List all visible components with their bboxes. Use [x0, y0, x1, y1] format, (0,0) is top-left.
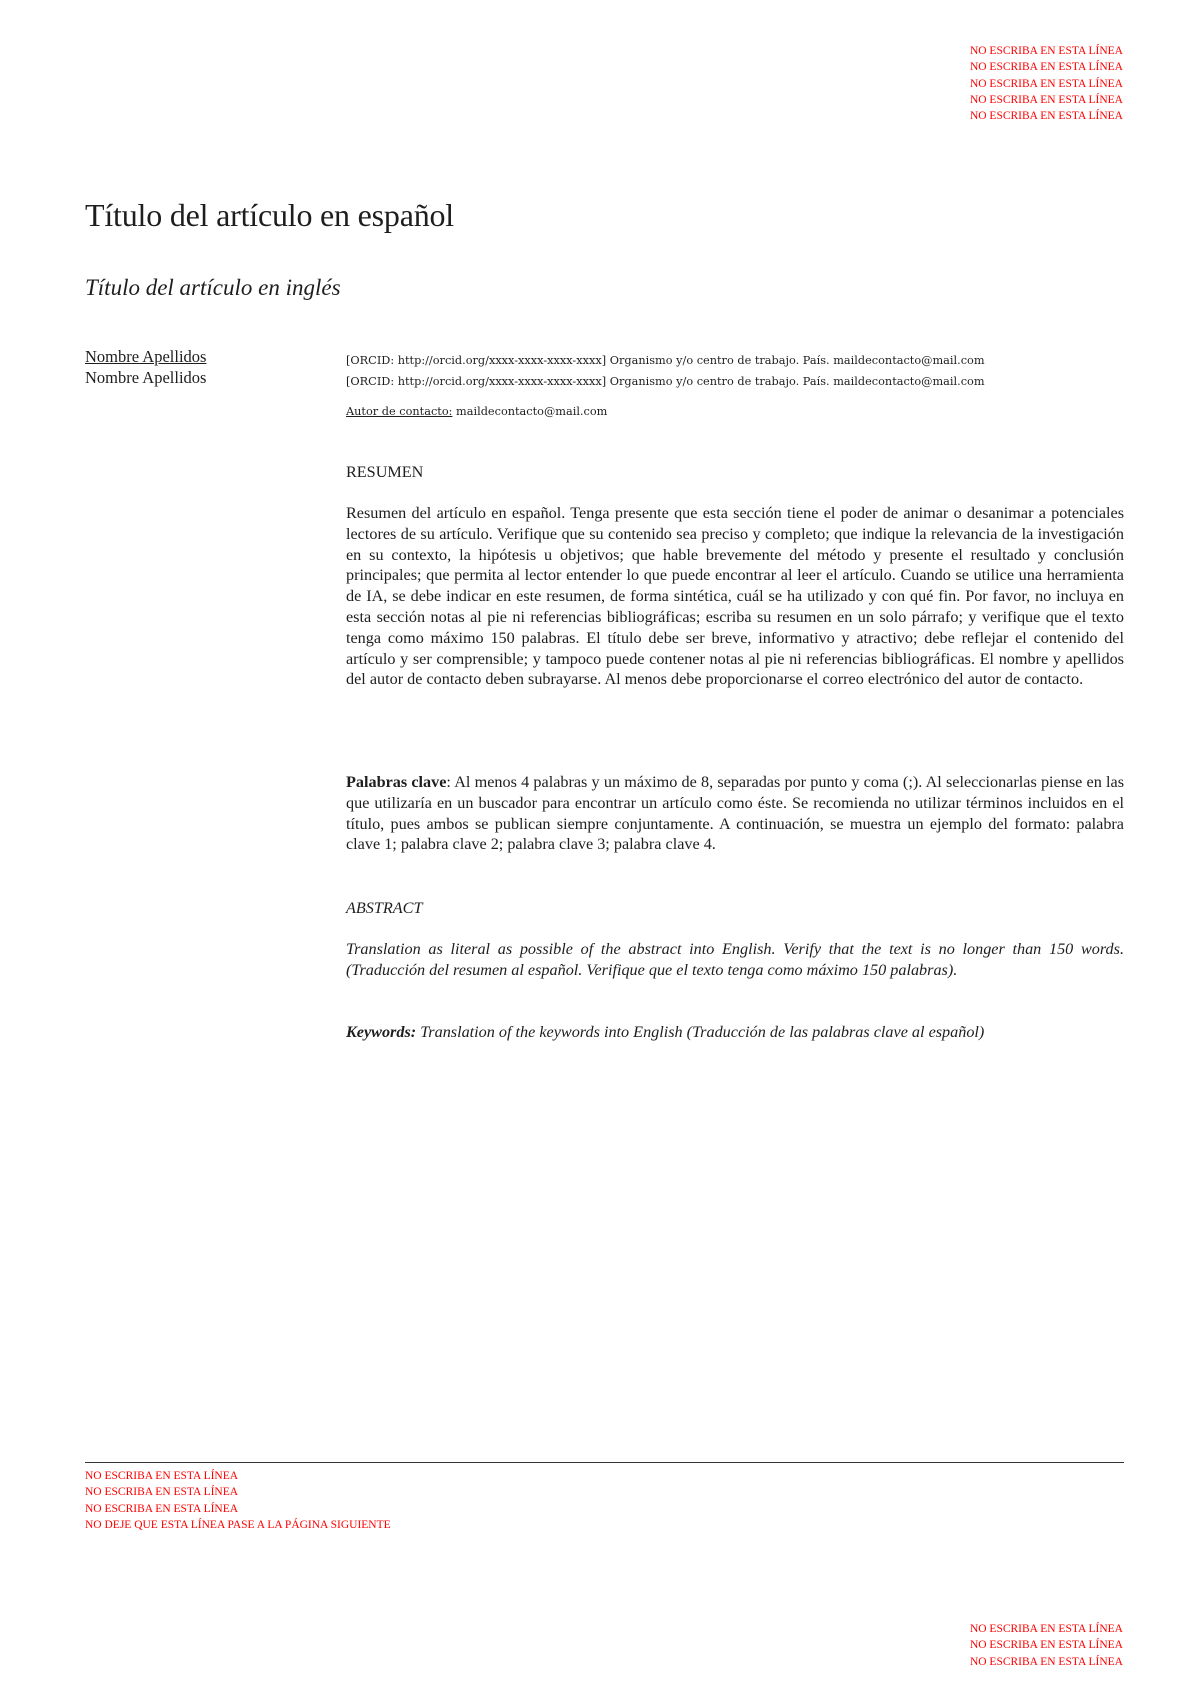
- resumen-paragraph: Resumen del artículo en español. Tenga presente que esta sección tiene el poder de animar o desanimar a potenciales lectores de su artículo. Verifique que su contenido sea preciso y completo; que indique la relevancia de la investigación en su contexto, la hipótesis u objetivos; que hable brevemente del método y presente el resultado y conclusión principales; que permita al lector entender lo que puede encontrar al leer el artículo. Cuando se utilice una herramienta de IA, se debe indicar en este resumen, de forma sintética, cuál se ha utilizado y con qué fin. Por favor, no incluya en esta sección notas al pie ni referencias bibliográficas; escriba su resumen en un solo párrafo; y verifique que el texto tenga como máximo 150 palabras. El título debe ser breve, informativo y atractivo; debe reflejar el contenido del artículo y ser comprensible; y tampoco puede contener notas al pie ni referencias bibliográficas. El nombre y apellidos del autor de contacto deben subrayarse. Al menos debe proporcionarse el correo electrónico del autor de contacto.: [346, 504, 1124, 689]
- footnote-warnings: [85, 1468, 391, 1533]
- header-warning-line: NO ESCRIBA EN ESTA LÍNEA: [969, 93, 1123, 106]
- keywords-spanish-text: : Al menos 4 palabras y un máximo de 8, separadas por punto y coma (;). Al seleccionarlas piense en las que utilizaría en un buscador para encontrar un artículo como éste. Se recomienda no utilizar términos incluidos en el título, pues ambos se publican siempre conjuntamente. A continuación, se muestra un ejemplo del formato: palabra clave 1; palabra clave 2; palabra clave 3; palabra clave 4.: [346, 773, 1124, 854]
- footnote-warning-line: NO ESCRIBA EN ESTA LÍNEA: [85, 1486, 239, 1499]
- keywords-english-text: Translation of the keywords into English (Traducción de las palabras clave al español): [416, 1023, 985, 1041]
- contact-author: [346, 405, 607, 418]
- author-name: Nombre Apellidos: [85, 368, 207, 387]
- contact-label: Autor de contacto:: [346, 405, 453, 418]
- footnote-separator: [85, 1462, 1124, 1463]
- footer-warning-line: NO ESCRIBA EN ESTA LÍNEA: [969, 1639, 1123, 1652]
- author-name: Nombre Apellidos: [85, 347, 207, 366]
- header-warning-line: NO ESCRIBA EN ESTA LÍNEA: [969, 61, 1123, 74]
- footer-warnings: [970, 1621, 1123, 1670]
- header-warning-line: NO ESCRIBA EN ESTA LÍNEA: [969, 45, 1123, 57]
- footnote-warning-line: NO ESCRIBA EN ESTA LÍNEA: [85, 1470, 239, 1482]
- header-warnings: [970, 43, 1123, 124]
- author-affiliations: [346, 350, 985, 392]
- header-warning-line: NO ESCRIBA EN ESTA LÍNEA: [969, 77, 1123, 90]
- author-names: [85, 346, 206, 388]
- author-affiliation: [ORCID: http://orcid.org/xxxx-xxxx-xxxx-xxxx] Organismo y/o centro de trabajo. País. maildecontacto@mail.com: [346, 354, 985, 367]
- title-english: Título del artículo en inglés: [85, 275, 341, 300]
- footnote-warning-line: NO ESCRIBA EN ESTA LÍNEA: [85, 1502, 239, 1515]
- abstract-paragraph: Translation as literal as possible of the abstract into English. Verify that the text is no longer than 150 words. (Traducción del resumen al español. Verifique que el texto tenga como máximo 150 palabras).: [346, 940, 1124, 979]
- abstract-heading: ABSTRACT: [346, 899, 423, 917]
- contact-email: maildecontacto@mail.com: [452, 405, 608, 418]
- keywords-english-label: Keywords:: [346, 1023, 417, 1041]
- footer-warning-line: NO ESCRIBA EN ESTA LÍNEA: [969, 1655, 1123, 1668]
- keywords-english: [346, 1022, 1124, 1043]
- footer-warning-line: NO ESCRIBA EN ESTA LÍNEA: [969, 1623, 1123, 1635]
- title-spanish: Título del artículo en español: [85, 197, 455, 233]
- keywords-spanish: [346, 772, 1124, 855]
- author-affiliation: [ORCID: http://orcid.org/xxxx-xxxx-xxxx-xxxx] Organismo y/o centro de trabajo. País. maildecontacto@mail.com: [346, 375, 985, 388]
- footnote-warning-line: NO DEJE QUE ESTA LÍNEA PASE A LA PÁGINA SIGUIENTE: [85, 1518, 391, 1531]
- header-warning-line: NO ESCRIBA EN ESTA LÍNEA: [969, 110, 1123, 123]
- keywords-spanish-label: Palabras clave: [346, 773, 447, 791]
- resumen-heading: RESUMEN: [346, 463, 424, 481]
